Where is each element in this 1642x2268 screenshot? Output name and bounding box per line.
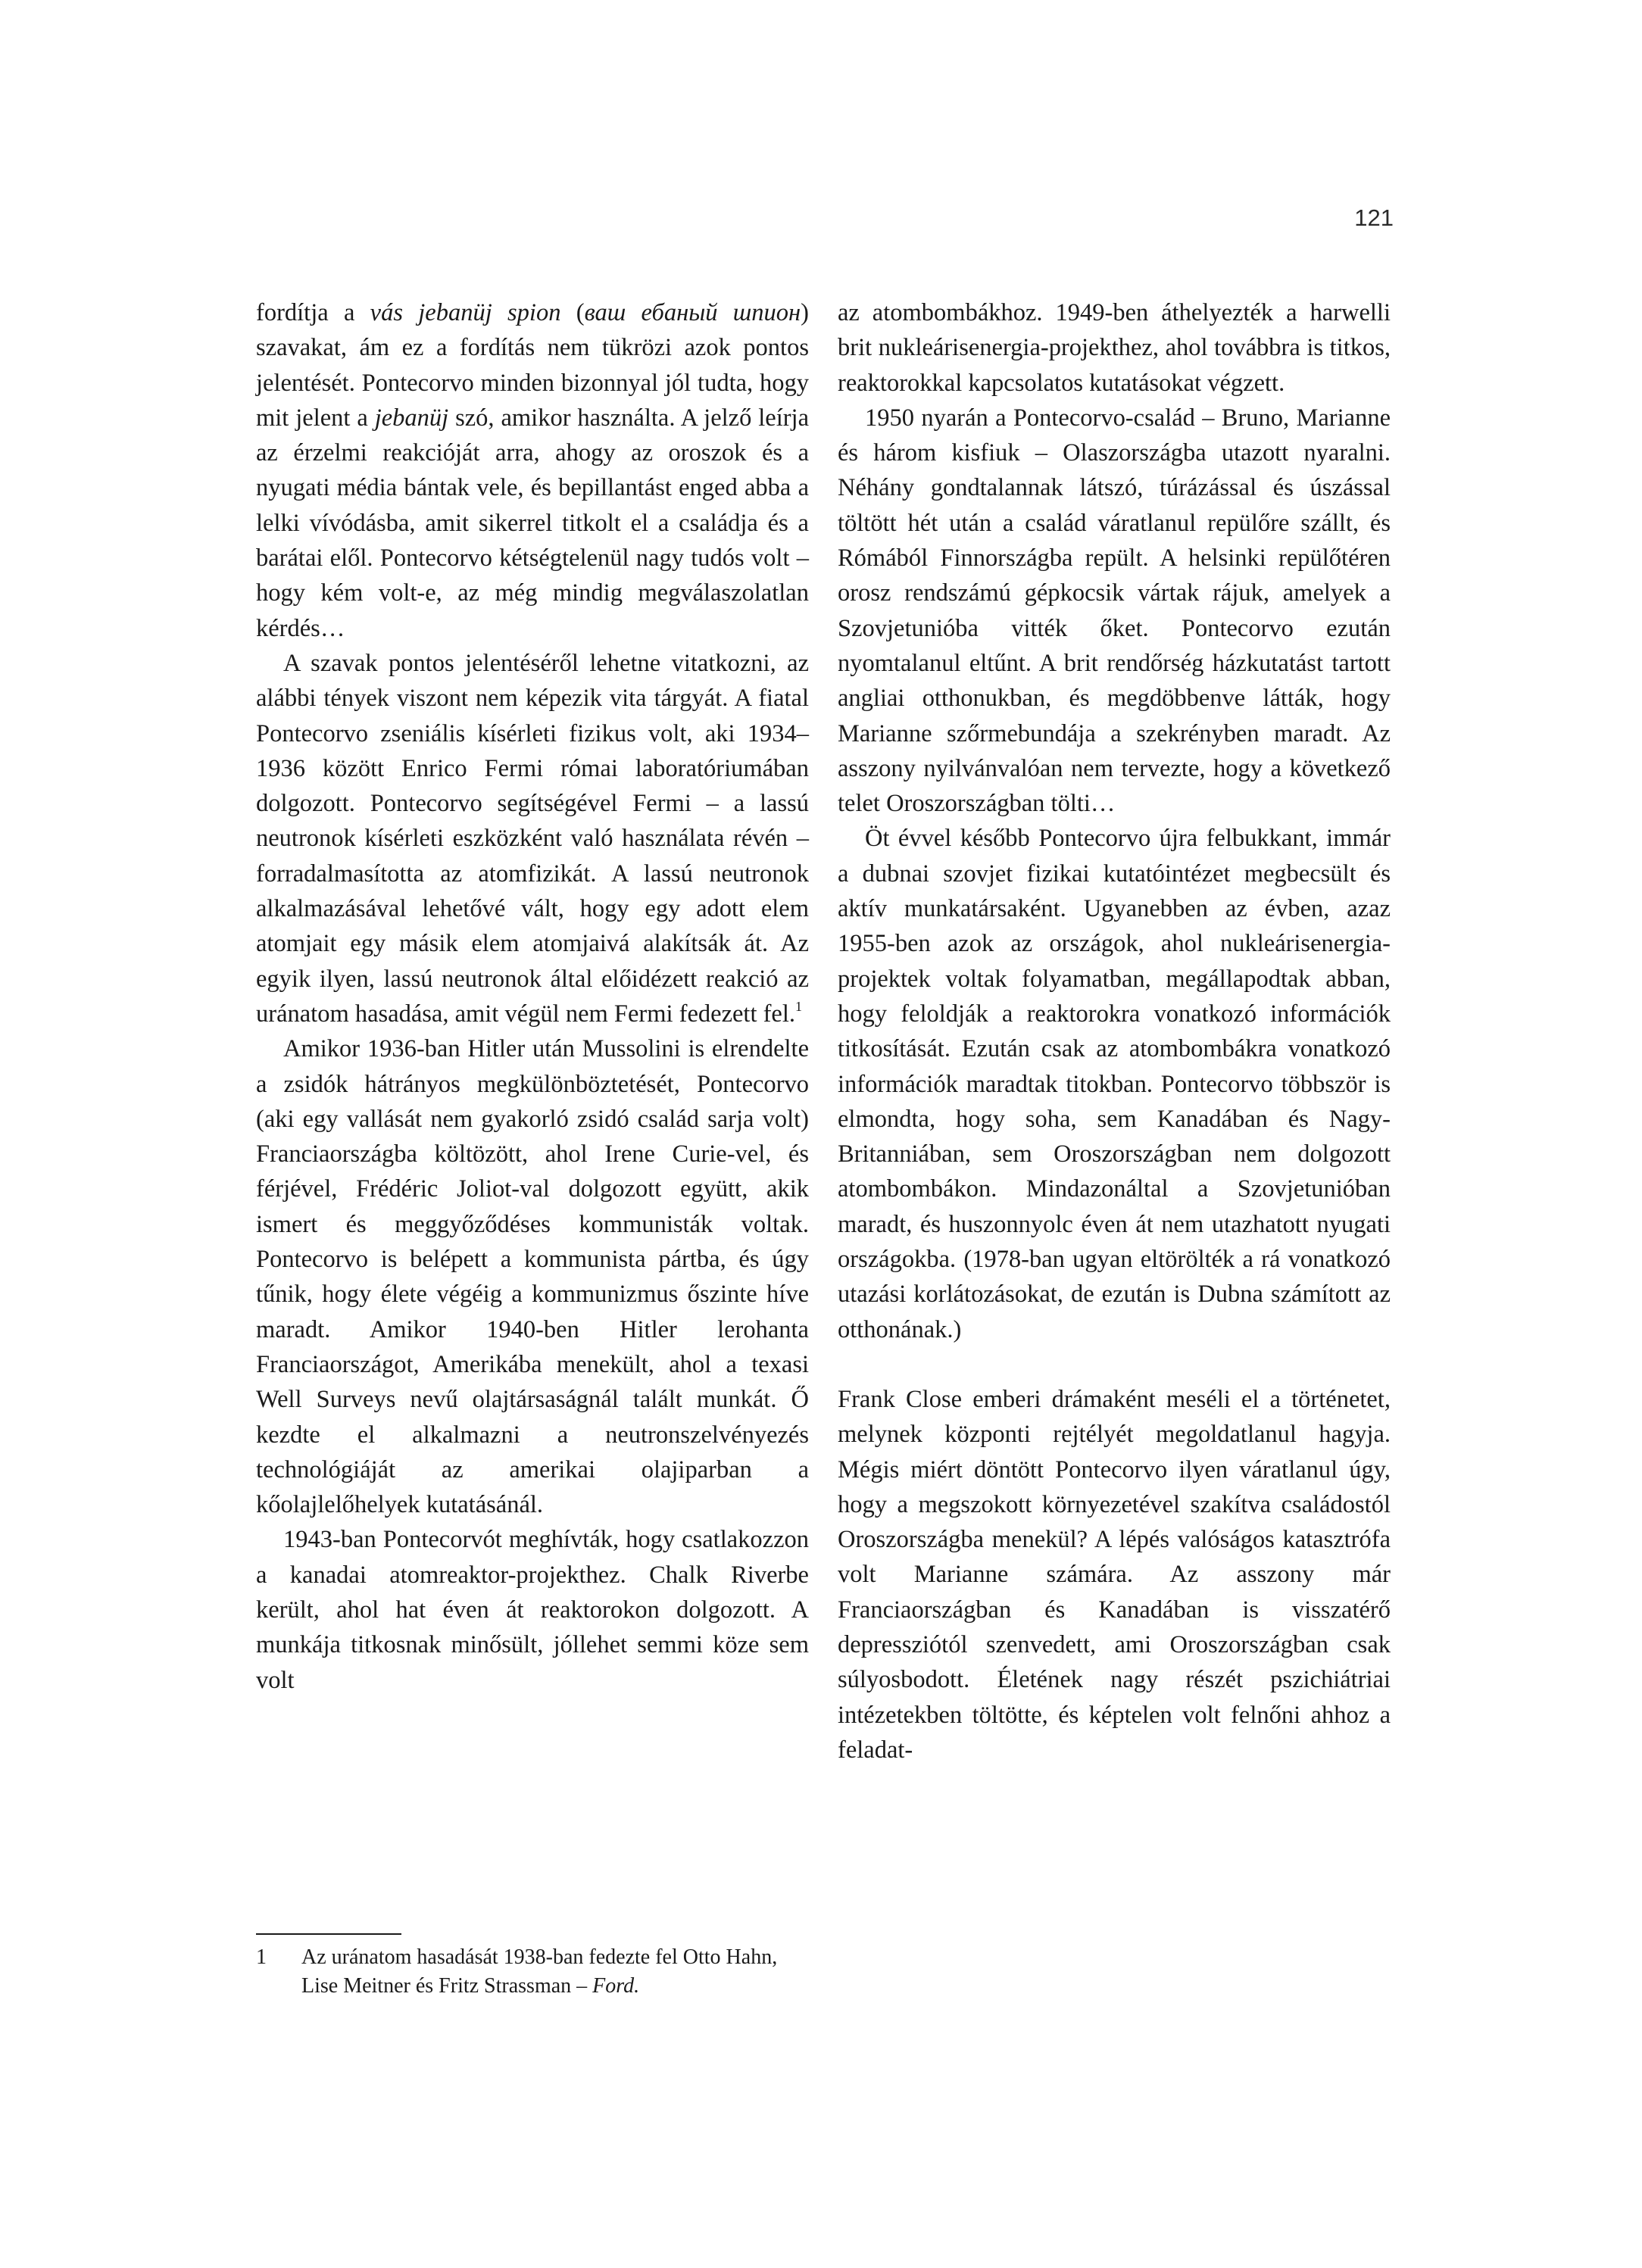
left-column — [256, 295, 809, 1698]
footnote-text: Az uránatom hasadását 1938-ban fedezte fel Otto Hahn, Lise Meitner és Fritz Strassman – Ford. — [301, 1945, 778, 1998]
footnote-number: 1 — [256, 1945, 267, 1969]
paragraph: 1950 nyarán a Pontecorvo-család – Bruno, Marianne és három kisfiuk – Olaszországba utazott nyaralni. Néhány gondtalannak látszó, túrázással és úszással töltött hét után a család váratlanul repülőre szállt, és Rómából Finnországba repült. A helsinki repülőtéren orosz rendszámú gépkocsik vártak rájuk, amelyek a Szovjetunióba vitték őket. Pontecorvo ezután nyomtalanul eltűnt. A brit rendőrség házkutatást tartott angliai otthonukban, és megdöbbenve látták, hogy Marianne szőrmebundája a szekrényben maradt. Az asszony nyilvánvalóan nem tervezte, hogy a következő telet Oroszországban tölti… — [838, 404, 1391, 818]
footnote-reference: 1 — [795, 998, 803, 1014]
paragraph: az atombombákhoz. 1949-ben áthelyezték a harwelli brit nukleárisenergia-projekthez, ahol továbbra is titkos, reaktorokkal kapcsolatos kutatásokat végzett. — [838, 299, 1391, 397]
paragraph: Öt évvel később Pontecorvo újra felbukkant, immár a dubnai szovjet fizikai kutatóintézet megbecsült és aktív munkatársaként. Ugyanebben az évben, azaz 1955-ben azok az országok, ahol nukleárisenergia-projektek voltak folyamatban, megállapodtak abban, hogy feloldják a reaktorokra vonatkozó információk titkosítását. Ezután csak az atombombákra vonatkozó információk maradtak titokban. Pontecorvo többször is elmondta, hogy soha, sem Kanadában és Nagy-Britanniában, sem Oroszországban nem dolgozott atombombákon. Mindazonáltal a Szovjetunióban maradt, és huszonnyolc éven át nem utazhatott nyugati országokba. (1978-ban ugyan eltörölték a rá vonatkozó utazási korlátozásokat, de ezután is Dubna számított az otthonának.) — [838, 825, 1391, 1343]
page-number: 121 — [1354, 204, 1394, 231]
paragraph: 1943-ban Pontecorvót meghívták, hogy csatlakozzon a kanadai atomreaktor-projekthez. Chalk Riverbe került, ahol hat éven át reaktorokon dolgozott. A munkája titkosnak minősült, jóllehet semmi köze sem volt — [256, 1526, 809, 1694]
right-column — [838, 295, 1391, 1767]
paragraph: A szavak pontos jelentéséről lehetne vitatkozni, az alábbi tények viszont nem képezik vita tárgyát. A fiatal Pontecorvo zseniális kísérleti fizikus volt, aki 1934–1936 között Enrico Fermi római laboratóriumában dolgozott. Pontecorvo segítségével Fermi – a lassú neutronok kísérleti eszközként való használata révén – forradalmasította az atomfizikát. A lassú neutronok alkalmazásával lehetővé vált, hogy egy adott elem atomjait egy másik elem atomjaivá alakítsák át. Az egyik ilyen, lassú neutronok által előidézett reakció az uránatom hasadása, amit végül nem Fermi fedezett fel.$^1$ — [256, 649, 809, 1028]
footnote-rule — [256, 1933, 401, 1935]
paragraph: fordítja a vás jebanüj spion (ваш ебаный шпион) szavakat, ám ez a fordítás nem tükrözi azok pontos jelentését. Pontecorvo minden bizonnyal jól tudta, hogy mit jelent a jebanüj szó, amikor használta. A jelző leírja az érzelmi reakcióját arra, ahogy az oroszok és a nyugati média bántak vele, és bepillantást enged abba a lelki vívódásba, amit sikerrel titkolt el a családja és a barátai elől. Pontecorvo kétségtelenül nagy tudós volt – hogy kém volt-e, az még mindig megválaszolatlan kérdés… — [256, 299, 810, 642]
footnote — [256, 1943, 809, 2001]
paragraph: Amikor 1936-ban Hitler után Mussolini is elrendelte a zsidók hátrányos megkülönböztetését, Pontecorvo (aki egy vallását nem gyakorló zsidó család sarja volt) Franciaországba költözött, ahol Irene Curie-vel, és férjével, Frédéric Joliot-val dolgozott együtt, akik ismert és meggyőződéses kommunisták voltak. Pontecorvo is belépett a kommunista pártba, és úgy tűnik, hogy élete végéig a kommunizmus őszinte híve maradt. Amikor 1940-ben Hitler lerohanta Franciaországot, Amerikába menekült, ahol a texasi Well Surveys nevű olajtársaságnál talált munkát. Ő kezdte el alkalmazni a neutronszelvényezés technológiáját az amerikai olajiparban a kőolajlelőhelyek kutatásánál. — [256, 1035, 809, 1519]
paragraph: Frank Close emberi drámaként meséli el a történetet, melynek központi rejtélyét megoldatlanul hagyja. Mégis miért döntött Pontecorvo ilyen váratlanul úgy, hogy a megszokott környezetével szakítva családostól Oroszországba menekül? A lépés valóságos katasztrófa volt Marianne számára. Az asszony már Franciaországban és Kanadában is visszatérő depressziótól szenvedett, ami Oroszországban csak súlyosbodott. Életének nagy részét pszichiátriai intézetekben töltötte, és képtelen volt felnőni ahhoz a feladat- — [838, 1385, 1391, 1764]
